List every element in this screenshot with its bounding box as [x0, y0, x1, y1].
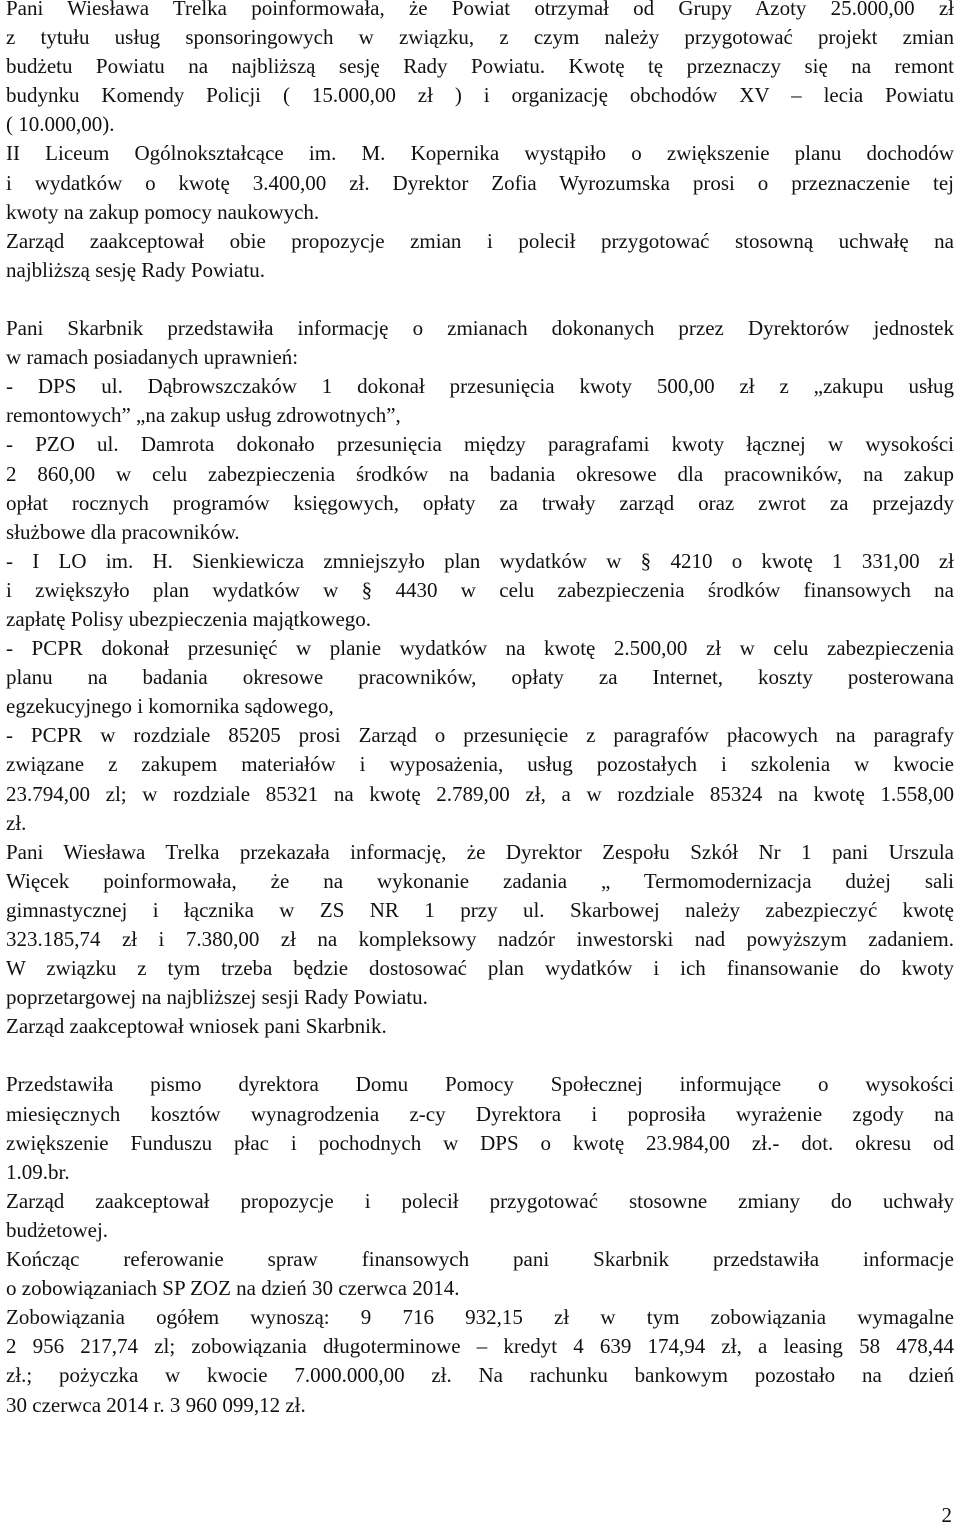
text-line: W związku z tym trzeba będzie dostosować plan wydatków i ich finansowanie do kwoty — [6, 956, 954, 981]
text-line: Zobowiązania ogółem wynoszą: 9 716 932,15 zł w tym zobowiązania wymagalne — [6, 1305, 954, 1330]
paragraph — [6, 314, 954, 372]
paragraph — [6, 0, 954, 139]
paragraph — [6, 1012, 954, 1041]
text-line: Przedstawiła pismo dyrektora Domu Pomocy Społecznej informujące o wysokości — [6, 1072, 954, 1097]
page-number: 2 — [941, 1503, 952, 1527]
text-line: zł. — [6, 810, 27, 835]
text-line: - DPS ul. Dąbrowszczaków 1 dokonał przesunięcia kwoty 500,00 zł z „zakupu usług — [6, 374, 954, 399]
paragraph-spacer — [6, 1041, 954, 1070]
paragraph — [6, 139, 954, 226]
text-line: i zwiększyło plan wydatków w § 4430 w celu zabezpieczenia środków finansowych na — [6, 577, 954, 602]
text-line: 2 860,00 w celu zabezpieczenia środków na badania okresowe dla pracowników, na zakup — [6, 461, 954, 486]
text-line: planu na badania okresowe pracowników, opłaty za Internet, koszty posterowana — [6, 665, 954, 690]
paragraph — [6, 227, 954, 285]
text-line: Zarząd zaakceptował wniosek pani Skarbnik. — [6, 1014, 387, 1039]
text-line: służbowe dla pracowników. — [6, 519, 240, 544]
text-line: Pani Wiesława Trelka przekazała informację, że Dyrektor Zespołu Szkół Nr 1 pani Urszula — [6, 839, 954, 864]
text-line: Pani Wiesława Trelka poinformowała, że Powiat otrzymał od Grupy Azoty 25.000,00 zł — [6, 0, 954, 20]
text-line: związane z zakupem materiałów i wyposażenia, usług pozostałych i szkolenia w kwocie — [6, 752, 954, 777]
text-line: i wydatków o kwotę 3.400,00 zł. Dyrektor Zofia Wyrozumska prosi o przeznaczenie tej — [6, 170, 954, 195]
paragraph — [6, 634, 954, 721]
text-line: egzekucyjnego i komornika sądowego, — [6, 694, 334, 719]
text-line: budżetowej. — [6, 1217, 109, 1242]
text-line: Pani Skarbnik przedstawiła informację o zmianach dokonanych przez Dyrektorów jednostek — [6, 316, 954, 341]
text-line: 23.794,00 zl; w rozdziale 85321 na kwotę 2.789,00 zł, a w rozdziale 85324 na kwotę 1.558,00 — [6, 781, 954, 806]
paragraph — [6, 1070, 954, 1186]
paragraph — [6, 721, 954, 837]
text-line: opłat rocznych programów księgowych, opłaty za trwały zarząd oraz zwrot za przejazdy — [6, 490, 954, 515]
paragraph — [6, 1245, 954, 1303]
text-line: 323.185,74 zł i 7.380,00 zł na kompleksowy nadzór inwestorski nad powyższym zadaniem. — [6, 927, 954, 951]
paragraph — [6, 1187, 954, 1245]
text-line: budżetu Powiatu na najbliższą sesję Rady Powiatu. Kwotę tę przeznaczy się na remont — [6, 54, 954, 79]
text-line: 1.09.br. — [6, 1159, 70, 1184]
text-line: o zobowiązaniach SP ZOZ na dzień 30 czerwca 2014. — [6, 1276, 460, 1301]
text-line: zapłatę Polisy ubezpieczenia majątkowego. — [6, 606, 372, 631]
text-line: - PCPR w rozdziale 85205 prosi Zarząd o przesunięcie z paragrafów płacowych na paragrafy — [6, 723, 954, 748]
document-body — [6, 0, 954, 1420]
paragraph — [6, 838, 954, 1013]
paragraph-spacer — [6, 285, 954, 314]
text-line: Zarząd zaakceptował propozycje i polecił przygotować stosowne zmiany do uchwały — [6, 1188, 954, 1213]
text-line: II Liceum Ogólnokształcące im. M. Kopernika wystąpiło o zwiększenie planu dochodów — [6, 141, 954, 166]
text-line: zwiększenie Funduszu płac i pochodnych w DPS o kwotę 23.984,00 zł.- dot. okresu od — [6, 1130, 954, 1155]
text-line: ( 10.000,00). — [6, 112, 115, 137]
text-line: poprzetargowej na najbliższej sesji Rady Powiatu. — [6, 985, 428, 1010]
text-line: budynku Komendy Policji ( 15.000,00 zł ) i organizację obchodów XV – lecia Powiatu — [6, 83, 954, 108]
paragraph — [6, 372, 954, 430]
text-line: gimnastycznej i łącznika w ZS NR 1 przy ul. Skarbowej należy zabezpieczyć kwotę — [6, 897, 954, 922]
text-line: 2 956 217,74 zl; zobowiązania długoterminowe – kredyt 4 639 174,94 zł, a leasing 58 478,44 — [6, 1334, 954, 1359]
text-line: 30 czerwca 2014 r. 3 960 099,12 zł. — [6, 1392, 306, 1417]
paragraph — [6, 430, 954, 546]
text-line: Kończąc referowanie spraw finansowych pani Skarbnik przedstawiła informacje — [6, 1247, 954, 1272]
text-line: najbliższą sesję Rady Powiatu. — [6, 257, 265, 282]
text-line: miesięcznych kosztów wynagrodzenia z-cy Dyrektora i poprosiła wyrażenie zgody na — [6, 1101, 954, 1126]
paragraph — [6, 1303, 954, 1419]
paragraph — [6, 547, 954, 634]
text-line: Więcek poinformowała, że na wykonanie zadania „ Termomodernizacja dużej sali — [6, 868, 954, 893]
text-line: - PZO ul. Damrota dokonało przesunięcia między paragrafami kwoty łącznej w wysokości — [6, 432, 954, 457]
text-line: z tytułu usług sponsoringowych w związku, z czym należy przygotować projekt zmian — [6, 25, 954, 50]
text-line: - I LO im. H. Sienkiewicza zmniejszyło plan wydatków w § 4210 o kwotę 1 331,00 zł — [6, 548, 954, 573]
text-line: kwoty na zakup pomocy naukowych. — [6, 199, 320, 224]
text-line: zł.; pożyczka w kwocie 7.000.000,00 zł. Na rachunku bankowym pozostało na dzień — [6, 1363, 954, 1388]
text-line: Zarząd zaakceptował obie propozycje zmian i polecił przygotować stosowną uchwałę na — [6, 228, 954, 253]
text-line: w ramach posiadanych uprawnień: — [6, 345, 299, 370]
text-line: - PCPR dokonał przesunięć w planie wydatków na kwotę 2.500,00 zł w celu zabezpieczenia — [6, 636, 954, 661]
text-line: remontowych” „na zakup usług zdrowotnych”, — [6, 403, 401, 428]
